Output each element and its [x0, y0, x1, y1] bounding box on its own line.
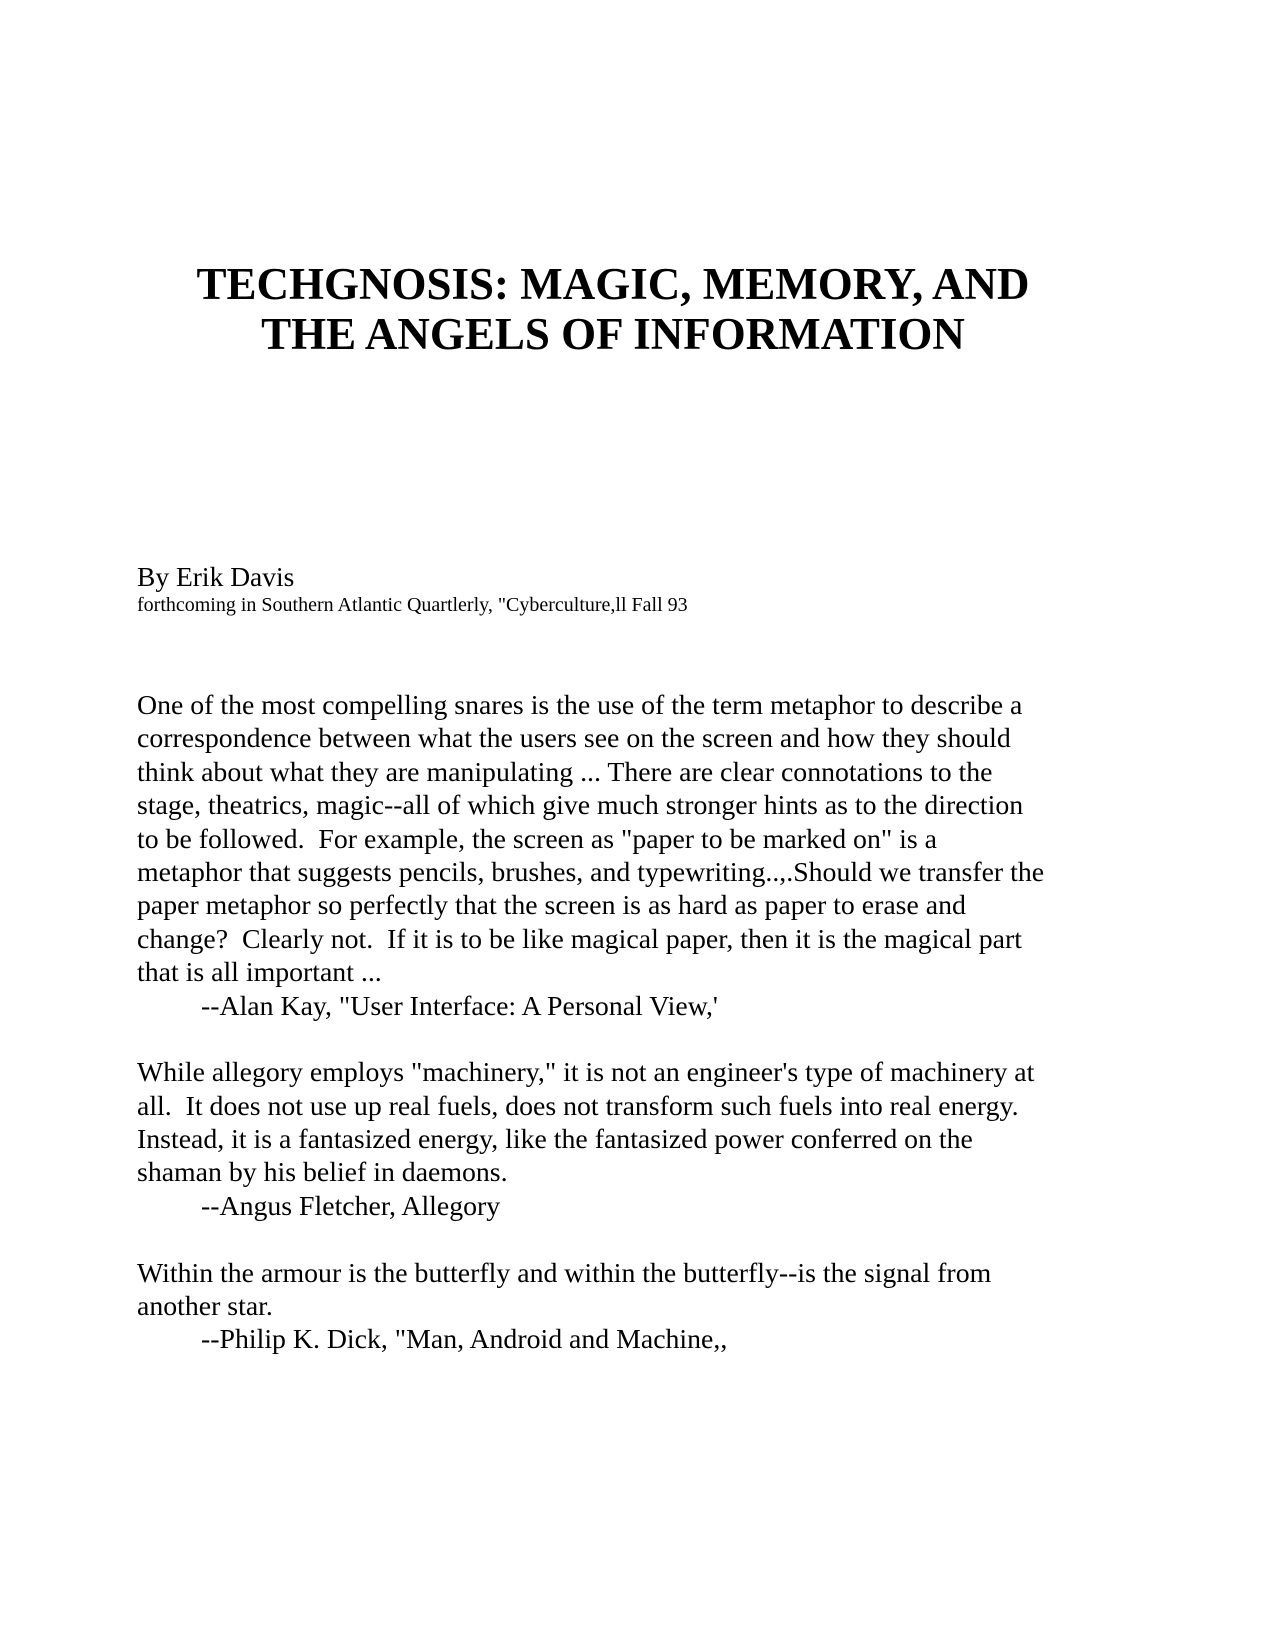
epigraph-line: that is all important ...	[137, 957, 382, 989]
epigraphs	[137, 689, 1044, 1357]
epigraph-line: paper metaphor so perfectly that the screen is as hard as paper to erase and	[137, 890, 966, 922]
epigraph-line: think about what they are manipulating ... There are clear connotations to the	[137, 756, 993, 788]
epigraph-line: Instead, it is a fantasized energy, like the fantasized power conferred on the	[137, 1124, 973, 1156]
publication-note: forthcoming in Southern Atlantic Quartlerly, "Cyberculture,ll Fall 93	[137, 594, 688, 616]
author-byline: By Erik Davis	[137, 561, 295, 592]
epigraph-line: shaman by his belief in daemons.	[137, 1157, 508, 1189]
epigraph-line: stage, theatrics, magic--all of which give much stronger hints as to the direction	[137, 790, 1024, 822]
epigraph-line: correspondence between what the users see on the screen and how they should	[137, 723, 1011, 755]
epigraph-line: change? Clearly not. If it is to be like magical paper, then it is the magical part	[137, 923, 1022, 955]
epigraph-attribution: --Philip K. Dick, "Man, Android and Machine,,	[201, 1324, 728, 1356]
epigraph-philip-k-dick	[137, 1257, 1044, 1357]
epigraph-line: another star.	[137, 1291, 273, 1323]
epigraph-alan-kay	[137, 689, 1044, 1023]
document-title	[0, 259, 1226, 359]
epigraph-line: One of the most compelling snares is the use of the term metaphor to describe a	[137, 690, 1023, 721]
title-line-2: THE ANGELS OF INFORMATION	[261, 309, 965, 359]
title-line-1: TECHGNOSIS: MAGIC, MEMORY, AND	[196, 259, 1030, 309]
epigraph-attribution: --Alan Kay, "User Interface: A Personal View,'	[201, 990, 718, 1022]
epigraph-line: While allegory employs "machinery," it is not an engineer's type of machinery at	[137, 1057, 1035, 1089]
epigraph-line: to be followed. For example, the screen as "paper to be marked on" is a	[137, 823, 937, 855]
epigraph-attribution: --Angus Fletcher, Allegory	[201, 1190, 501, 1222]
epigraph-line: metaphor that suggests pencils, brushes, and typewriting..,.Should we transfer the	[137, 856, 1045, 888]
epigraph-angus-fletcher	[137, 1056, 1044, 1223]
blank-line	[137, 1023, 1044, 1056]
epigraph-line: Within the armour is the butterfly and within the butterfly--is the signal from	[137, 1257, 992, 1289]
blank-line	[137, 1223, 1044, 1256]
epigraph-line: all. It does not use up real fuels, does not transform such fuels into real energy.	[137, 1090, 1019, 1122]
